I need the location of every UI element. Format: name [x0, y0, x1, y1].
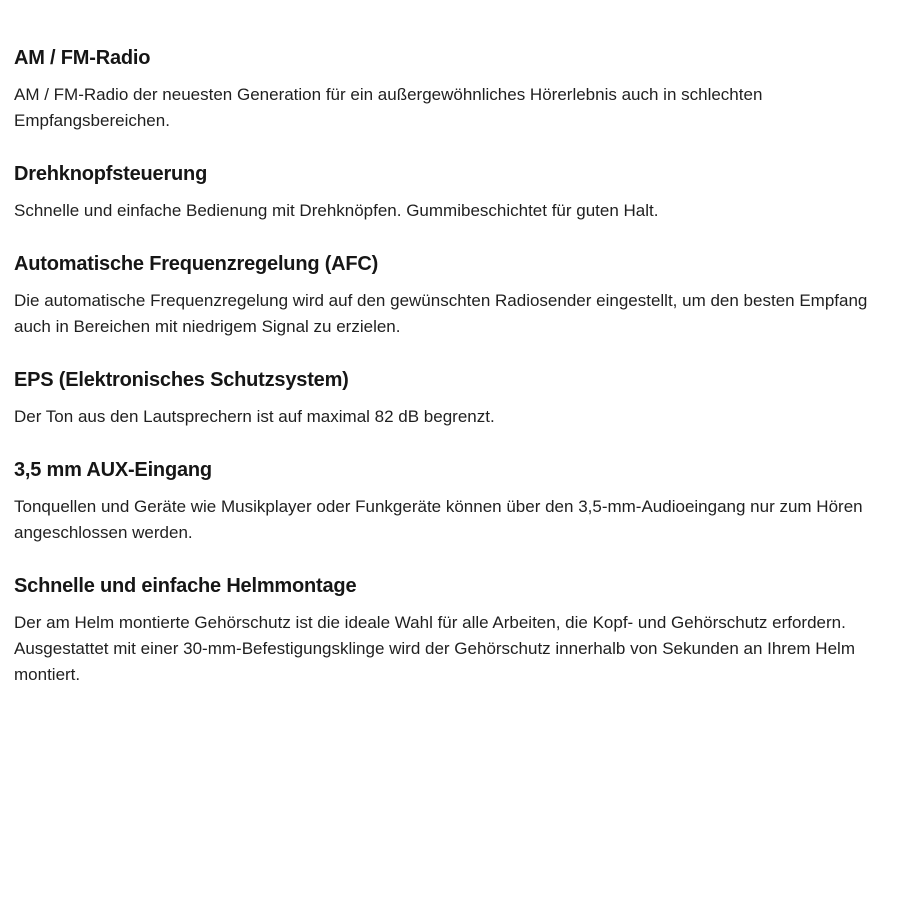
feature-description: Die automatische Frequenzregelung wird auf den gewünschten Radiosender eingestellt, um den besten Empfang auch in Bereichen mit niedrigem Signal zu erzielen.: [14, 291, 868, 336]
feature-heading: Drehknopfsteuerung: [14, 163, 208, 185]
feature-section-afc: [14, 252, 886, 340]
feature-section-helmmontage: [14, 574, 886, 688]
feature-heading: Schnelle und einfache Helmmontage: [14, 575, 357, 597]
feature-heading: Automatische Frequenzregelung (AFC): [14, 253, 379, 275]
feature-section-eps: [14, 368, 886, 430]
feature-section-am-fm-radio: [14, 46, 886, 134]
feature-description: Der am Helm montierte Gehörschutz ist die ideale Wahl für alle Arbeiten, die Kopf- und Gehörschutz erfordern. Ausgestattet mit einer 30-mm-Befestigungsklinge wird der Gehörschutz innerhalb von Sekunden an Ihrem Helm montiert.: [14, 613, 855, 684]
feature-description: Der Ton aus den Lautsprechern ist auf maximal 82 dB begrenzt.: [14, 407, 495, 426]
feature-section-aux-eingang: [14, 458, 886, 546]
feature-heading: EPS (Elektronisches Schutzsystem): [14, 369, 349, 391]
feature-description: Tonquellen und Geräte wie Musikplayer oder Funkgeräte können über den 3,5-mm-Audioeingang nur zum Hören angeschlossen werden.: [14, 497, 863, 542]
feature-description: Schnelle und einfache Bedienung mit Drehknöpfen. Gummibeschichtet für guten Halt.: [14, 201, 659, 220]
feature-heading: 3,5 mm AUX-Eingang: [14, 459, 212, 481]
feature-description: AM / FM-Radio der neuesten Generation für ein außergewöhnliches Hörerlebnis auch in schlechten Empfangsbereichen.: [14, 85, 763, 130]
feature-section-drehknopfsteuerung: [14, 162, 886, 224]
feature-heading: AM / FM-Radio: [14, 47, 151, 69]
